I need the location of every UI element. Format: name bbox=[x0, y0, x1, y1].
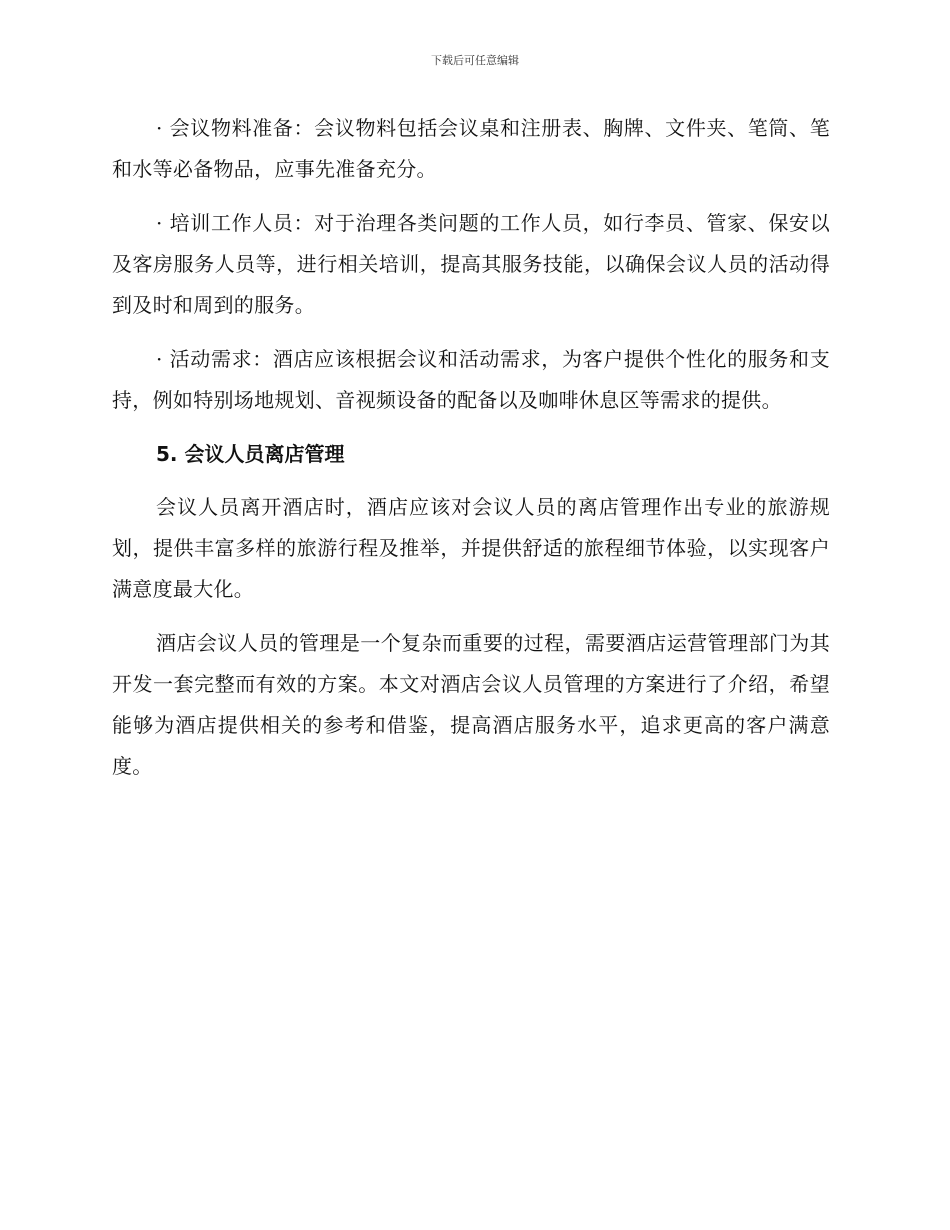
bullet-paragraph-activity-needs: · 活动需求：酒店应该根据会议和活动需求，为客户提供个性化的服务和支持，例如特别场地规划、音视频设备的配备以及咖啡休息区等需求的提供。 bbox=[112, 347, 830, 412]
page-header: 下载后可任意编辑 bbox=[431, 54, 519, 67]
document-body bbox=[112, 108, 830, 800]
paragraph-departure-management: 会议人员离开酒店时，酒店应该对会议人员的离店管理作出专业的旅游规划，提供丰富多样的旅游行程及推举，并提供舒适的旅程细节体验，以实现客户满意度最大化。 bbox=[112, 495, 830, 601]
bullet-paragraph-staff-training: · 培训工作人员：对于治理各类问题的工作人员，如行李员、管家、保安以及客房服务人员等，进行相关培训，提高其服务技能，以确保会议人员的活动得到及时和周到的服务。 bbox=[112, 211, 830, 317]
bullet-paragraph-materials: · 会议物料准备：会议物料包括会议桌和注册表、胸牌、文件夹、笔筒、笔和水等必备物品，应事先准备充分。 bbox=[112, 116, 830, 181]
paragraph-conclusion: 酒店会议人员的管理是一个复杂而重要的过程，需要酒店运营管理部门为其开发一套完整而有效的方案。本文对酒店会议人员管理的方案进行了介绍，希望能够为酒店提供相关的参考和借鉴，提高酒店服务水平，追求更高的客户满意度。 bbox=[112, 631, 830, 778]
section-heading: 5. 会议人员离店管理 bbox=[156, 442, 345, 466]
